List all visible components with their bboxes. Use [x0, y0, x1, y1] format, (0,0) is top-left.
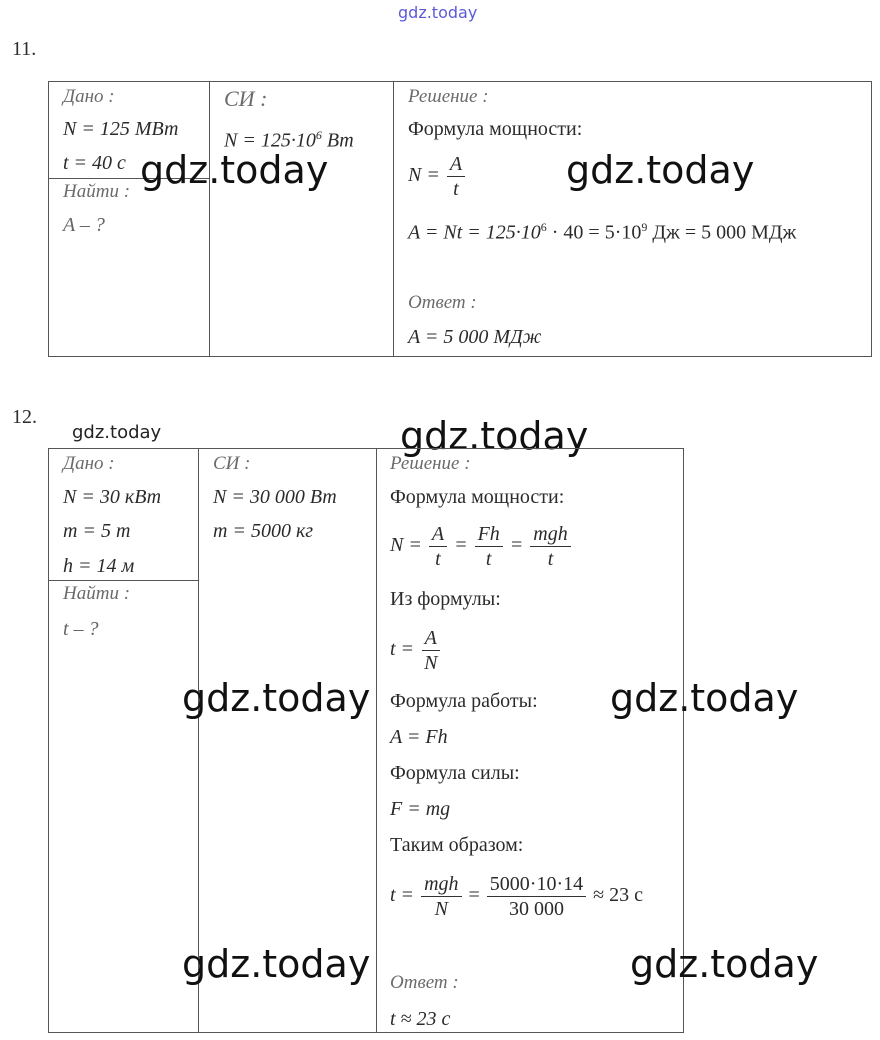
- watermark: gdz.today: [140, 148, 329, 192]
- time-formula: t = $\frac{A}{N}$: [390, 626, 442, 675]
- si-item: $N = 125\cdot 10^6$ Вт: [224, 128, 354, 152]
- find-item: t – ?: [63, 618, 99, 640]
- divider: [393, 81, 394, 357]
- formula-force-title: Формула силы:: [390, 762, 520, 784]
- given-item: m = 5 т: [63, 520, 131, 542]
- solution-label: Решение :: [390, 453, 471, 474]
- given-item: t = 40 с: [63, 152, 126, 174]
- force-formula: F = mg: [390, 798, 451, 820]
- find-item: A – ?: [63, 214, 105, 236]
- si-item: m = 5000 кг: [213, 520, 314, 542]
- given-item: N = 125 МВт: [63, 118, 179, 140]
- watermark: gdz.today: [182, 942, 371, 986]
- problem-12-number: 12.: [12, 406, 37, 428]
- given-label: Дано :: [63, 86, 115, 107]
- si-label: СИ :: [224, 86, 268, 111]
- problem-11-number: 11.: [12, 38, 37, 60]
- from-formula-title: Из формулы:: [390, 588, 501, 610]
- thus-title: Таким образом:: [390, 834, 524, 856]
- formula-power-title: Формула мощности:: [390, 486, 565, 508]
- find-label: Найти :: [63, 181, 131, 202]
- given-item: N = 30 кВт: [63, 486, 162, 508]
- answer-label: Ответ :: [390, 972, 459, 993]
- divider: [209, 81, 210, 357]
- watermark: gdz.today: [182, 676, 371, 720]
- find-label: Найти :: [63, 583, 131, 604]
- answer-value: A = 5 000 МДж: [408, 326, 542, 348]
- divider: [48, 580, 198, 581]
- watermark-small: gdz.today: [72, 422, 162, 443]
- divider: [376, 448, 377, 1033]
- formula-title: Формула мощности:: [408, 118, 583, 140]
- answer-label: Ответ :: [408, 292, 477, 313]
- watermark: gdz.today: [630, 942, 819, 986]
- given-item: h = 14 м: [63, 555, 135, 577]
- solution-label: Решение :: [408, 86, 489, 107]
- power-formula: N = $\frac{A}{t}$: [408, 152, 467, 201]
- formula-work-title: Формула работы:: [390, 690, 538, 712]
- final-calculation: t = $\frac{\text{mgh}}{N}$ = $\frac{5000\cdot 10\cdot 14}{30 000}$ ≈ 23 с: [390, 873, 643, 920]
- si-label: СИ :: [213, 453, 251, 474]
- watermark: gdz.today: [566, 148, 755, 192]
- power-formula: N = $\frac{A}{t}$ = $\frac{Fh}{t}$ = $\frac{\text{mgh}}{t}$: [390, 522, 573, 571]
- work-calculation: $A = Nt = 125\cdot 10^6 \cdot 40 = 5\cdot 10^9$ Дж = 5 000 МДж: [408, 220, 797, 244]
- watermark-top: gdz.today: [398, 3, 478, 22]
- watermark: gdz.today: [400, 414, 589, 458]
- si-item: N = 30 000 Вт: [213, 486, 337, 508]
- answer-value: t ≈ 23 с: [390, 1008, 451, 1030]
- given-label: Дано :: [63, 453, 115, 474]
- watermark: gdz.today: [610, 676, 799, 720]
- work-formula: A = Fh: [390, 726, 448, 748]
